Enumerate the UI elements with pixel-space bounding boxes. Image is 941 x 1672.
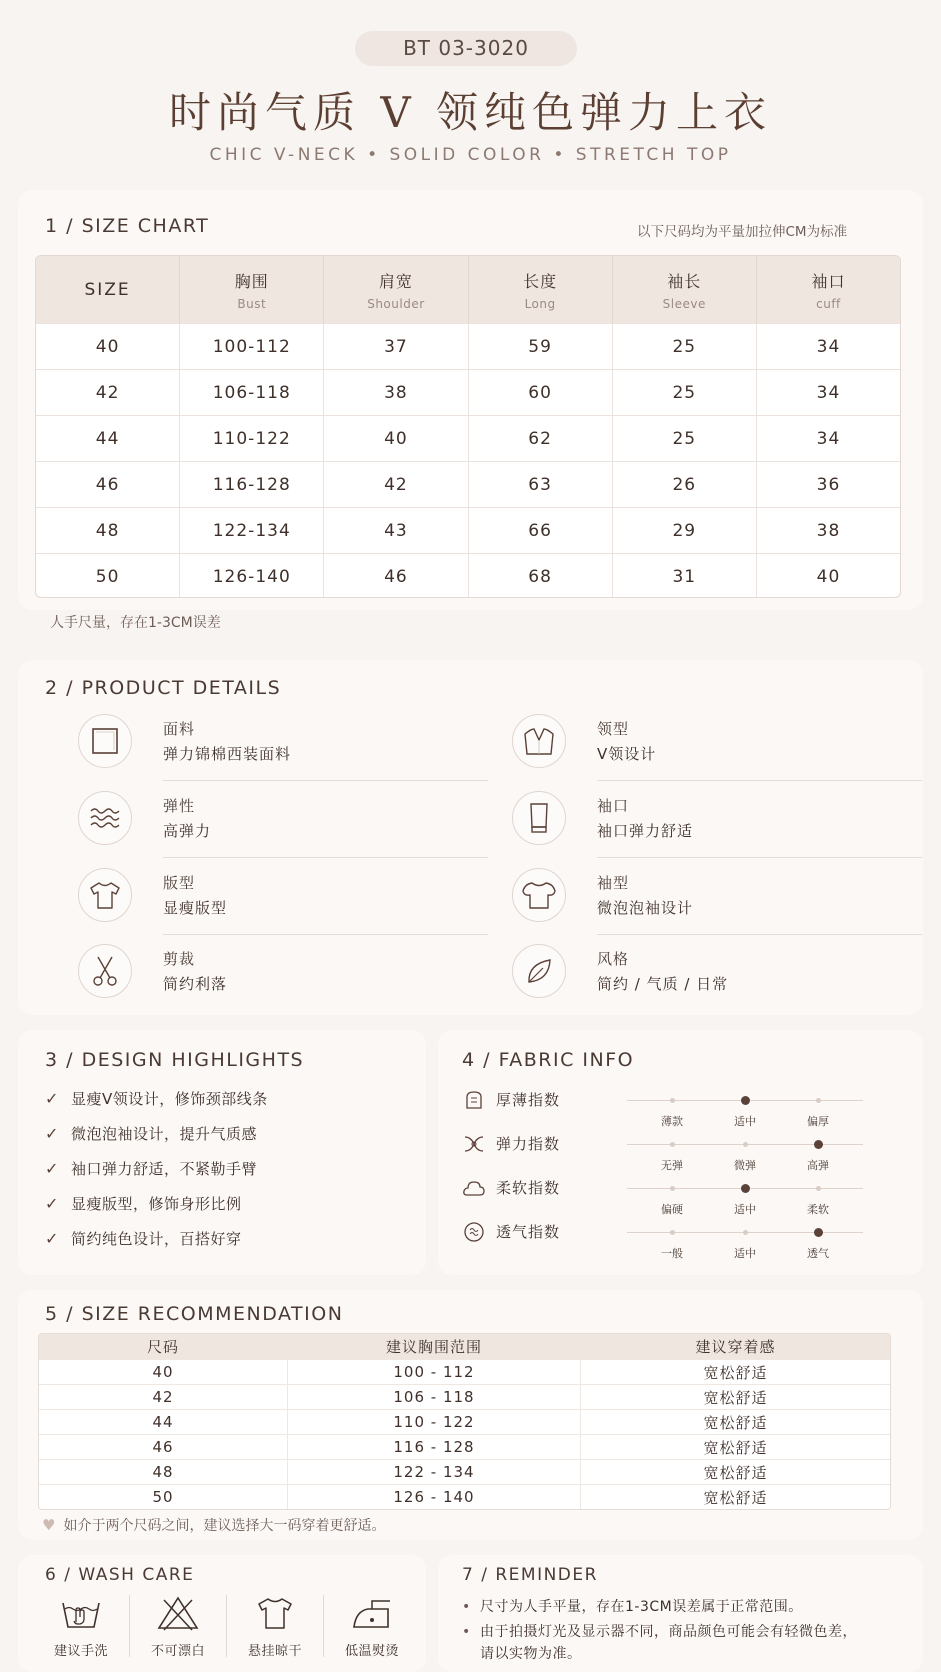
table-cell: 34 — [756, 370, 900, 415]
v-neck-icon — [512, 714, 566, 768]
detail-value: 简约利落 — [163, 975, 228, 993]
table-cell: 宽松舒适 — [580, 1360, 890, 1384]
fabric-scale-label: 透气 — [807, 1247, 829, 1260]
divider — [597, 857, 922, 858]
table-cell: 116-128 — [179, 462, 323, 507]
table-cell: 126 - 140 — [287, 1485, 580, 1509]
header-label: SIZE — [84, 279, 131, 300]
table-row — [39, 1359, 890, 1384]
fabric-swatch-icon — [78, 714, 132, 768]
detail-label: 版型 — [163, 874, 196, 892]
table-cell: 宽松舒适 — [580, 1410, 890, 1434]
design-highlights-title: 3 / DESIGN HIGHLIGHTS — [45, 1049, 305, 1071]
reminder-text: 由于拍摄灯光及显示器不同，商品颜色可能会有轻微色差， — [480, 1624, 857, 1640]
table-cell: 40 — [95, 336, 120, 357]
fabric-scale-label: 偏厚 — [807, 1115, 829, 1128]
table-row — [39, 1384, 890, 1409]
table-row — [36, 415, 900, 461]
table-cell: 46 — [95, 474, 120, 495]
scissors-icon — [78, 944, 132, 998]
fabric-index-row — [462, 1088, 882, 1134]
highlight-text: 微泡泡袖设计，提升气质感 — [71, 1125, 258, 1143]
check-icon: ✓ — [45, 1229, 59, 1248]
recommendation-header-cell: 建议穿着感 — [580, 1334, 890, 1359]
fabric-scale-marker — [814, 1140, 823, 1149]
no-bleach-icon — [156, 1595, 200, 1631]
product-code-badge: BT 03-3020 — [355, 31, 577, 66]
table-row — [39, 1434, 890, 1459]
table-cell: 50 — [152, 1488, 174, 1506]
fabric-scale-label: 柔软 — [807, 1203, 829, 1216]
table-cell: 宽松舒适 — [580, 1485, 890, 1509]
size-chart-header-cell — [323, 256, 467, 323]
header-sublabel: Bust — [237, 296, 267, 311]
hand-wash-icon — [59, 1595, 103, 1631]
table-cell: 62 — [468, 416, 612, 461]
size-chart-header-cell — [756, 256, 900, 323]
wash-label: 悬挂晾干 — [247, 1644, 302, 1659]
fabric-scale-label: 适中 — [734, 1203, 756, 1216]
reminder-item-continued — [462, 1644, 902, 1665]
table-cell: 46 — [152, 1438, 174, 1456]
header-label: 袖口 — [811, 271, 846, 291]
fabric-scale-label: 适中 — [734, 1115, 756, 1128]
divider — [129, 1595, 130, 1657]
wash-label: 低温熨烫 — [344, 1644, 399, 1659]
size-recommendation-table — [38, 1333, 891, 1510]
header-sublabel: Shoulder — [367, 296, 425, 311]
divider — [163, 857, 488, 858]
table-cell: 50 — [95, 566, 120, 587]
wash-care-icons — [38, 1595, 415, 1672]
header-sublabel: Sleeve — [662, 296, 706, 311]
highlight-item — [45, 1116, 415, 1151]
wash-label: 不可漂白 — [150, 1644, 205, 1659]
table-cell: 122-134 — [179, 508, 323, 553]
highlight-text: 显瘦版型，修饰身形比例 — [71, 1195, 242, 1213]
fabric-scale-tick — [816, 1186, 821, 1191]
bullet: • — [462, 1599, 471, 1615]
product-details-title: 2 / PRODUCT DETAILS — [45, 677, 282, 699]
detail-label: 袖型 — [597, 874, 630, 892]
recommendation-header-cell: 建议胸围范围 — [287, 1334, 580, 1359]
table-cell: 44 — [152, 1413, 174, 1431]
divider — [597, 780, 922, 781]
recommendation-header-row — [39, 1334, 890, 1359]
bullet: • — [462, 1624, 471, 1640]
thickness-icon — [462, 1088, 486, 1112]
detail-value: 弹力锦棉西装面料 — [163, 745, 292, 763]
table-cell: 116 - 128 — [287, 1435, 580, 1459]
fabric-scale-label: 无弹 — [661, 1159, 683, 1172]
size-chart-header-cell — [612, 256, 756, 323]
fabric-index-row — [462, 1132, 882, 1178]
table-cell: 42 — [323, 462, 467, 507]
size-chart-header-cell — [36, 256, 179, 323]
fabric-scale-label: 适中 — [734, 1247, 756, 1260]
table-cell: 25 — [612, 324, 756, 369]
fabric-scale-label: 高弹 — [807, 1159, 829, 1172]
recommendation-header-cell: 尺码 — [146, 1338, 179, 1356]
detail-fabric — [78, 714, 418, 778]
divider — [597, 934, 922, 935]
table-cell: 31 — [612, 554, 756, 598]
detail-value: 简约 / 气质 / 日常 — [597, 975, 729, 993]
fabric-index-name: 弹力指数 — [496, 1135, 561, 1153]
cuff-icon — [512, 791, 566, 845]
size-chart-table — [35, 255, 901, 598]
detail-label: 领型 — [597, 720, 630, 738]
table-cell: 36 — [756, 462, 900, 507]
recommendation-tip — [42, 1515, 385, 1535]
breathable-icon — [462, 1220, 486, 1244]
tshirt-icon — [78, 868, 132, 922]
header-label: 袖长 — [667, 271, 702, 291]
table-cell: 40 — [756, 554, 900, 598]
detail-value: 高弹力 — [163, 822, 212, 840]
fabric-info-title: 4 / FABRIC INFO — [462, 1049, 635, 1071]
table-cell: 68 — [468, 554, 612, 598]
table-cell: 34 — [756, 324, 900, 369]
table-cell: 46 — [323, 554, 467, 598]
cloud-soft-icon — [462, 1176, 486, 1200]
reminder-title: 7 / REMINDER — [462, 1565, 598, 1585]
fabric-scale-label: 薄款 — [661, 1115, 683, 1128]
size-chart-measure-note: 人手尺量，存在1-3CM误差 — [50, 615, 221, 631]
table-cell: 宽松舒适 — [580, 1435, 890, 1459]
fabric-index-name: 厚薄指数 — [496, 1091, 561, 1109]
table-cell: 42 — [95, 382, 120, 403]
page-subtitle: CHIC V-NECK • SOLID COLOR • STRETCH TOP — [209, 145, 732, 165]
check-icon: ✓ — [45, 1159, 59, 1178]
size-chart-header-cell — [468, 256, 612, 323]
wash-item — [135, 1595, 221, 1672]
wash-item — [232, 1595, 318, 1672]
detail-sleeve — [512, 868, 852, 932]
highlight-item — [45, 1081, 415, 1116]
table-cell: 48 — [95, 520, 120, 541]
highlight-text: 显瘦V领设计，修饰颈部线条 — [71, 1090, 268, 1108]
hang-dry-icon — [253, 1595, 297, 1631]
detail-value: V领设计 — [597, 745, 657, 763]
fabric-scale-tick — [816, 1098, 821, 1103]
highlight-item — [45, 1186, 415, 1221]
table-cell: 34 — [756, 416, 900, 461]
reminder-item — [462, 1622, 902, 1643]
detail-label: 面料 — [163, 720, 196, 738]
table-cell: 37 — [323, 324, 467, 369]
size-chart-header-cell — [179, 256, 323, 323]
header-label: 胸围 — [234, 271, 269, 291]
table-cell: 44 — [95, 428, 120, 449]
highlights-list — [45, 1081, 415, 1256]
table-row — [36, 369, 900, 415]
highlight-text: 袖口弹力舒适，不紧勒手臂 — [71, 1160, 258, 1178]
table-cell: 110-122 — [179, 416, 323, 461]
page-title: 时尚气质 V 领纯色弹力上衣 — [168, 88, 773, 137]
table-cell: 25 — [612, 416, 756, 461]
detail-value: 微泡泡袖设计 — [597, 899, 694, 917]
highlight-text: 简约纯色设计，百搭好穿 — [71, 1230, 242, 1248]
detail-cut — [78, 944, 418, 1008]
fabric-index-name: 柔软指数 — [496, 1179, 561, 1197]
table-cell: 66 — [468, 508, 612, 553]
size-recommendation-title: 5 / SIZE RECOMMENDATION — [45, 1303, 344, 1325]
detail-label: 剪裁 — [163, 950, 196, 968]
table-row — [39, 1459, 890, 1484]
check-icon: ✓ — [45, 1089, 59, 1108]
reminder-item — [462, 1597, 902, 1618]
table-cell: 60 — [468, 370, 612, 415]
table-cell: 106 - 118 — [287, 1385, 580, 1409]
table-row — [36, 553, 900, 598]
detail-value: 袖口弹力舒适 — [597, 822, 694, 840]
detail-cuff — [512, 791, 852, 855]
detail-label: 袖口 — [597, 797, 630, 815]
detail-value: 显瘦版型 — [163, 899, 228, 917]
table-cell: 126-140 — [179, 554, 323, 598]
size-chart-header-row — [36, 256, 900, 323]
header-sublabel: Long — [524, 296, 556, 311]
header-sublabel: cuff — [816, 296, 841, 311]
divider — [163, 780, 488, 781]
fabric-scale-label: 偏硬 — [661, 1203, 683, 1216]
fabric-scale-label: 一般 — [661, 1247, 683, 1260]
size-chart-standard-note: 以下尺码均为平量加拉伸CM为标准 — [637, 224, 848, 240]
puff-sleeve-icon — [512, 868, 566, 922]
table-cell: 29 — [612, 508, 756, 553]
stretch-waves-icon — [78, 791, 132, 845]
table-cell: 42 — [152, 1388, 174, 1406]
check-icon: ✓ — [45, 1194, 59, 1213]
wash-item — [329, 1595, 415, 1672]
leaf-icon — [512, 944, 566, 998]
header-label: 肩宽 — [378, 271, 413, 291]
table-row — [36, 323, 900, 369]
table-cell: 48 — [152, 1463, 174, 1481]
fabric-scale-tick — [670, 1186, 675, 1191]
highlight-item — [45, 1151, 415, 1186]
reminder-text: 请以实物为准。 — [480, 1646, 582, 1662]
detail-label: 风格 — [597, 950, 630, 968]
table-row — [39, 1484, 890, 1509]
fabric-scale-tick — [743, 1142, 748, 1147]
table-cell: 110 - 122 — [287, 1410, 580, 1434]
table-cell: 122 - 134 — [287, 1460, 580, 1484]
low-iron-icon — [350, 1595, 394, 1631]
fabric-index-name: 透气指数 — [496, 1223, 561, 1241]
wash-item — [38, 1595, 124, 1672]
tip-text: 如介于两个尺码之间，建议选择大一码穿着更舒适。 — [63, 1518, 386, 1534]
fabric-scale-tick — [670, 1098, 675, 1103]
wash-care-title: 6 / WASH CARE — [45, 1565, 195, 1585]
size-chart-title: 1 / SIZE CHART — [45, 215, 210, 237]
check-icon: ✓ — [45, 1124, 59, 1143]
table-cell: 宽松舒适 — [580, 1385, 890, 1409]
fabric-scale-tick — [670, 1142, 675, 1147]
table-cell: 100 - 112 — [287, 1360, 580, 1384]
detail-style — [512, 944, 852, 1008]
heart-icon: ♥ — [42, 1516, 56, 1534]
table-cell: 100-112 — [179, 324, 323, 369]
table-cell: 宽松舒适 — [580, 1460, 890, 1484]
divider — [226, 1595, 227, 1657]
table-cell: 26 — [612, 462, 756, 507]
table-cell: 38 — [323, 370, 467, 415]
table-cell: 59 — [468, 324, 612, 369]
table-cell: 63 — [468, 462, 612, 507]
fabric-scale-tick — [670, 1230, 675, 1235]
fabric-scale-tick — [743, 1230, 748, 1235]
fabric-scale-marker — [741, 1096, 750, 1105]
table-row — [36, 507, 900, 553]
table-row — [39, 1409, 890, 1434]
detail-fit — [78, 868, 418, 932]
fabric-scale-label: 微弹 — [734, 1159, 756, 1172]
table-cell: 40 — [152, 1363, 174, 1381]
reminder-text: 尺寸为人手平量，存在1-3CM误差属于正常范围。 — [480, 1599, 803, 1615]
detail-elasticity — [78, 791, 418, 855]
table-cell: 106-118 — [179, 370, 323, 415]
divider — [323, 1595, 324, 1657]
header-label: 长度 — [523, 271, 558, 291]
detail-label: 弹性 — [163, 797, 196, 815]
table-row — [36, 461, 900, 507]
fabric-scale-marker — [814, 1228, 823, 1237]
wash-label: 建议手洗 — [53, 1644, 108, 1659]
fabric-scale-marker — [741, 1184, 750, 1193]
detail-neckline — [512, 714, 852, 778]
fabric-index-row — [462, 1220, 882, 1266]
table-cell: 40 — [323, 416, 467, 461]
table-cell: 38 — [756, 508, 900, 553]
highlight-item — [45, 1221, 415, 1256]
table-cell: 25 — [612, 370, 756, 415]
elastic-icon — [462, 1132, 486, 1156]
divider — [163, 934, 488, 935]
table-cell: 43 — [323, 508, 467, 553]
fabric-index-row — [462, 1176, 882, 1222]
